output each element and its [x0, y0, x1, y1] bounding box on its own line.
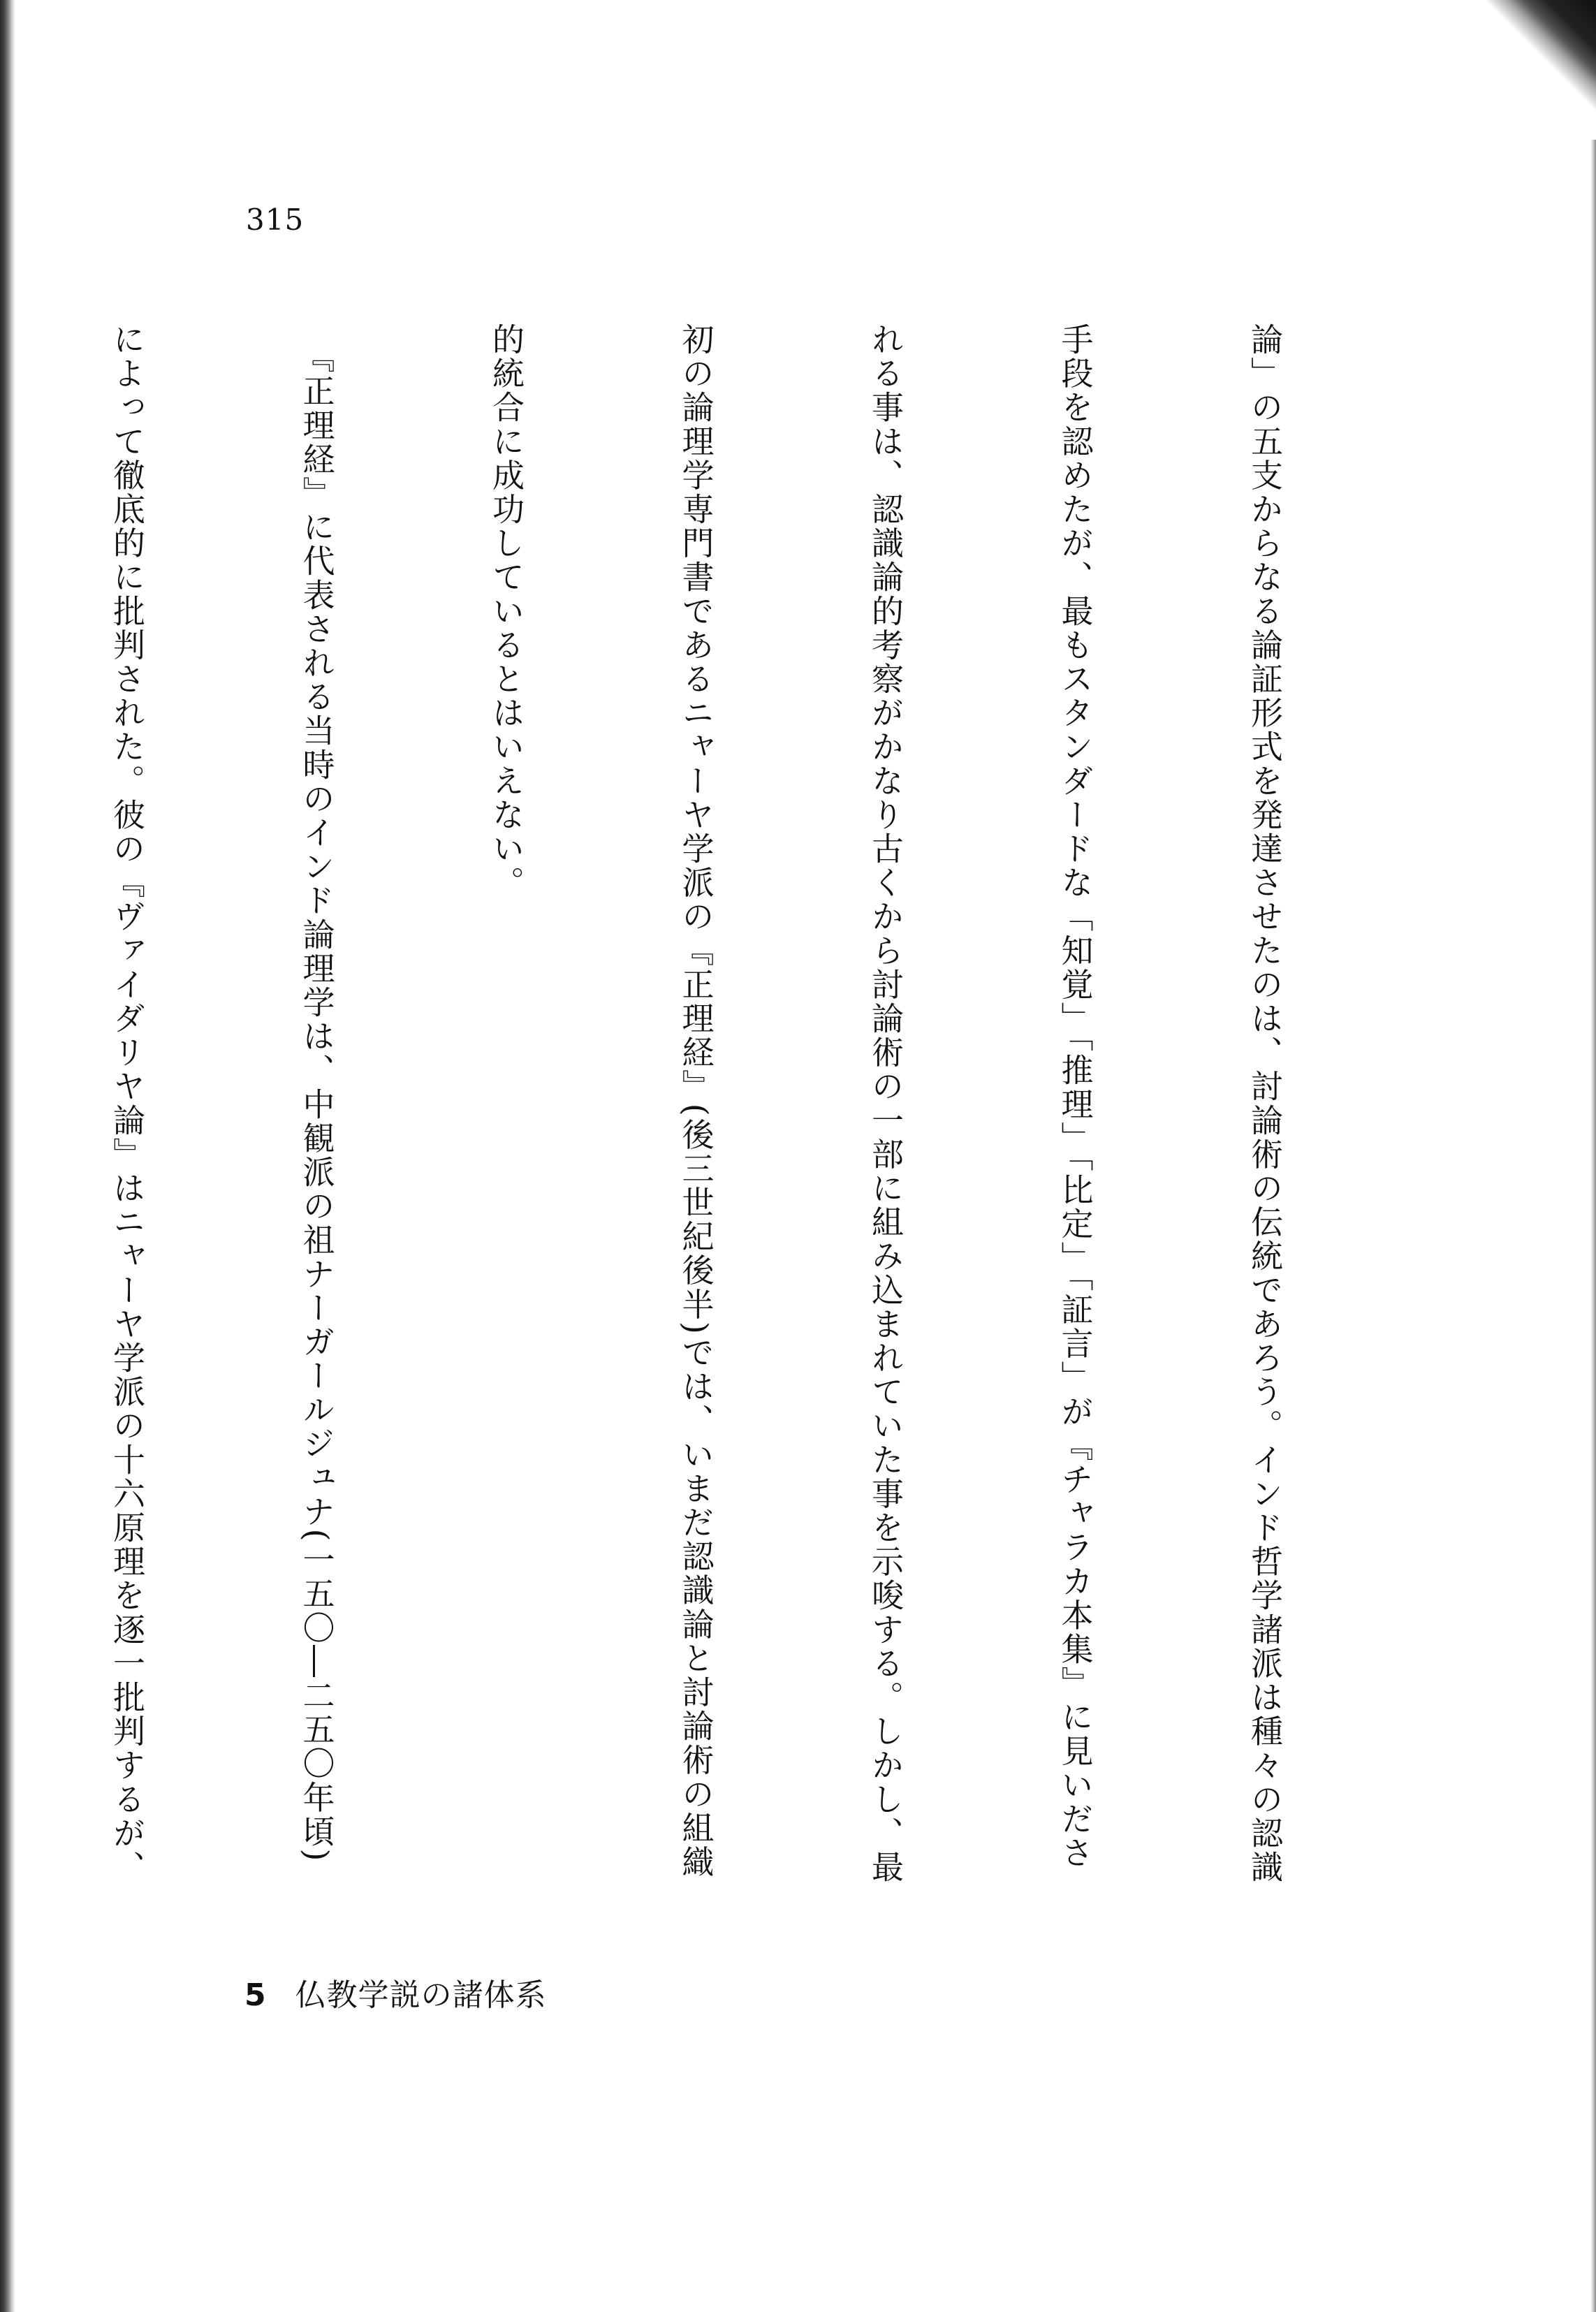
text-line: 手段を認めたが、最もスタンダードな「知覚」「推理」「比定」「証言」が『チャラカ本集』に見いださ	[1056, 323, 1094, 1871]
body-text	[0, 323, 1423, 1929]
scan-edge-right	[1590, 140, 1596, 2312]
text-line: 『正理経』に代表される当時のインド論理学は、中観派の祖ナーガールジュナ(一五〇―二五〇年頃)	[298, 323, 336, 1864]
text-line: 論」の五支からなる論証形式を発達させたのは、討論術の伝統であろう。インド哲学諸派は種々の認識	[1246, 323, 1284, 1885]
running-footer	[244, 1970, 547, 2014]
text-line: 的統合に成功しているとはいえない。	[488, 323, 525, 900]
text-line: れる事は、認識論的考察がかなり古くから討論術の一部に組み込まれていた事を示唆する。しかし、最	[867, 323, 905, 1885]
text-line: 初の論理学専門書であるニャーヤ学派の『正理経』(後三世紀後半)では、いまだ認識論と討論術の組織	[677, 323, 715, 1880]
scan-corner-shadow	[1456, 0, 1596, 140]
page-number: 315	[246, 203, 305, 237]
chapter-title: 仏教学説の諸体系	[295, 1977, 547, 2013]
chapter-number: 5	[244, 1977, 267, 2013]
text-line: によって徹底的に批判された。彼の『ヴァイダリヤ論』はニャーヤ学派の十六原理を逐一批判するが、	[108, 323, 146, 1885]
